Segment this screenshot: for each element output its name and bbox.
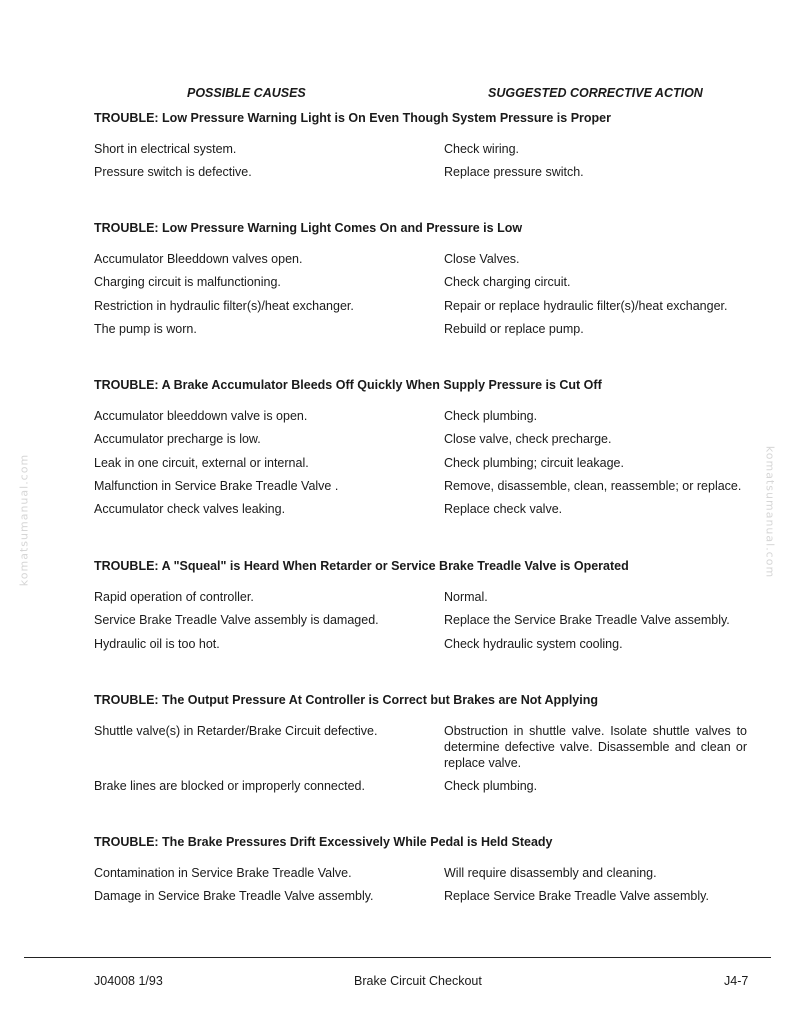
footer-divider	[24, 957, 771, 958]
corrective-action-header: SUGGESTED CORRECTIVE ACTION	[488, 86, 703, 100]
trouble-title: TROUBLE: The Brake Pressures Drift Excessively While Pedal is Held Steady	[94, 835, 553, 849]
possible-cause: Rapid operation of controller.	[94, 590, 254, 604]
trouble-title: TROUBLE: Low Pressure Warning Light is On Even Though System Pressure is Proper	[94, 111, 611, 125]
trouble-row	[94, 589, 754, 605]
possible-cause: Brake lines are blocked or improperly connected.	[94, 779, 365, 794]
trouble-section	[94, 220, 754, 344]
trouble-row	[94, 431, 754, 447]
corrective-action: Check wiring.	[444, 142, 520, 156]
corrective-action: Normal.	[444, 590, 488, 604]
footer-section-title: Brake Circuit Checkout	[354, 974, 482, 988]
trouble-row	[94, 164, 754, 180]
trouble-row	[94, 274, 754, 290]
corrective-action: Close Valves.	[444, 252, 520, 266]
trouble-row	[94, 455, 754, 471]
trouble-row	[94, 501, 754, 517]
trouble-row	[94, 408, 754, 424]
corrective-action: Check plumbing; circuit leakage.	[444, 455, 624, 470]
corrective-action: Check plumbing.	[444, 779, 538, 794]
possible-cause: Hydraulic oil is too hot.	[94, 636, 220, 651]
trouble-section	[94, 834, 754, 912]
possible-cause: Malfunction in Service Brake Treadle Valve .	[94, 478, 339, 493]
possible-cause: Accumulator precharge is low.	[94, 432, 261, 447]
trouble-title: TROUBLE: A "Squeal" is Heard When Retarder or Service Brake Treadle Valve is Operated	[94, 559, 629, 573]
corrective-action: Rebuild or replace pump.	[444, 321, 584, 336]
trouble-row	[94, 865, 754, 881]
corrective-action: Will require disassembly and cleaning.	[444, 866, 657, 880]
corrective-action: Check charging circuit.	[444, 275, 571, 290]
possible-cause: Pressure switch is defective.	[94, 165, 252, 180]
trouble-row	[94, 612, 754, 628]
corrective-action: Obstruction in shuttle valve. Isolate shuttle valves to determine defective valve. Disassemble and clean or replace valve.	[444, 724, 747, 770]
possible-cause: Leak in one circuit, external or internal.	[94, 455, 309, 470]
possible-cause: Shuttle valve(s) in Retarder/Brake Circuit defective.	[94, 724, 378, 738]
corrective-action: Close valve, check precharge.	[444, 432, 612, 447]
trouble-row	[94, 141, 754, 157]
corrective-action: Check plumbing.	[444, 409, 538, 423]
corrective-action: Replace pressure switch.	[444, 165, 584, 180]
trouble-section	[94, 558, 754, 659]
possible-cause: Accumulator bleeddown valve is open.	[94, 409, 308, 423]
trouble-section	[94, 377, 754, 524]
possible-cause: Restriction in hydraulic filter(s)/heat exchanger.	[94, 298, 354, 313]
trouble-row	[94, 636, 754, 652]
trouble-title: TROUBLE: The Output Pressure At Controller is Correct but Brakes are Not Applying	[94, 693, 598, 707]
possible-causes-header: POSSIBLE CAUSES	[187, 86, 306, 100]
corrective-action: Replace check valve.	[444, 502, 563, 517]
possible-cause: Short in electrical system.	[94, 142, 237, 156]
possible-cause: Contamination in Service Brake Treadle Valve.	[94, 866, 352, 880]
trouble-row	[94, 888, 754, 904]
possible-cause: Accumulator check valves leaking.	[94, 502, 286, 517]
trouble-row	[94, 478, 754, 494]
trouble-row	[94, 778, 754, 794]
possible-cause: Damage in Service Brake Treadle Valve assembly.	[94, 889, 374, 904]
corrective-action: Replace Service Brake Treadle Valve assembly.	[444, 889, 709, 904]
corrective-action: Check hydraulic system cooling.	[444, 636, 623, 651]
possible-cause: Service Brake Treadle Valve assembly is damaged.	[94, 613, 379, 628]
column-headers	[0, 86, 794, 102]
trouble-row	[94, 723, 754, 771]
corrective-action: Replace the Service Brake Treadle Valve assembly.	[444, 613, 730, 628]
trouble-section	[94, 110, 754, 188]
footer-page-number: J4-7	[724, 974, 749, 988]
watermark-right: komatsumanual.com	[763, 445, 777, 579]
possible-cause: The pump is worn.	[94, 321, 197, 336]
corrective-action: Repair or replace hydraulic filter(s)/heat exchanger.	[444, 298, 728, 313]
possible-cause: Accumulator Bleeddown valves open.	[94, 252, 303, 266]
possible-cause: Charging circuit is malfunctioning.	[94, 275, 281, 290]
watermark-left: komatsumanual.com	[17, 453, 31, 587]
trouble-title: TROUBLE: Low Pressure Warning Light Comes On and Pressure is Low	[94, 221, 523, 235]
trouble-row	[94, 298, 754, 314]
trouble-title: TROUBLE: A Brake Accumulator Bleeds Off Quickly When Supply Pressure is Cut Off	[94, 378, 602, 392]
trouble-section	[94, 692, 754, 802]
trouble-row	[94, 321, 754, 337]
corrective-action: Remove, disassemble, clean, reassemble; or replace.	[444, 478, 742, 493]
trouble-row	[94, 251, 754, 267]
footer-doc-number: J04008 1/93	[94, 974, 163, 988]
